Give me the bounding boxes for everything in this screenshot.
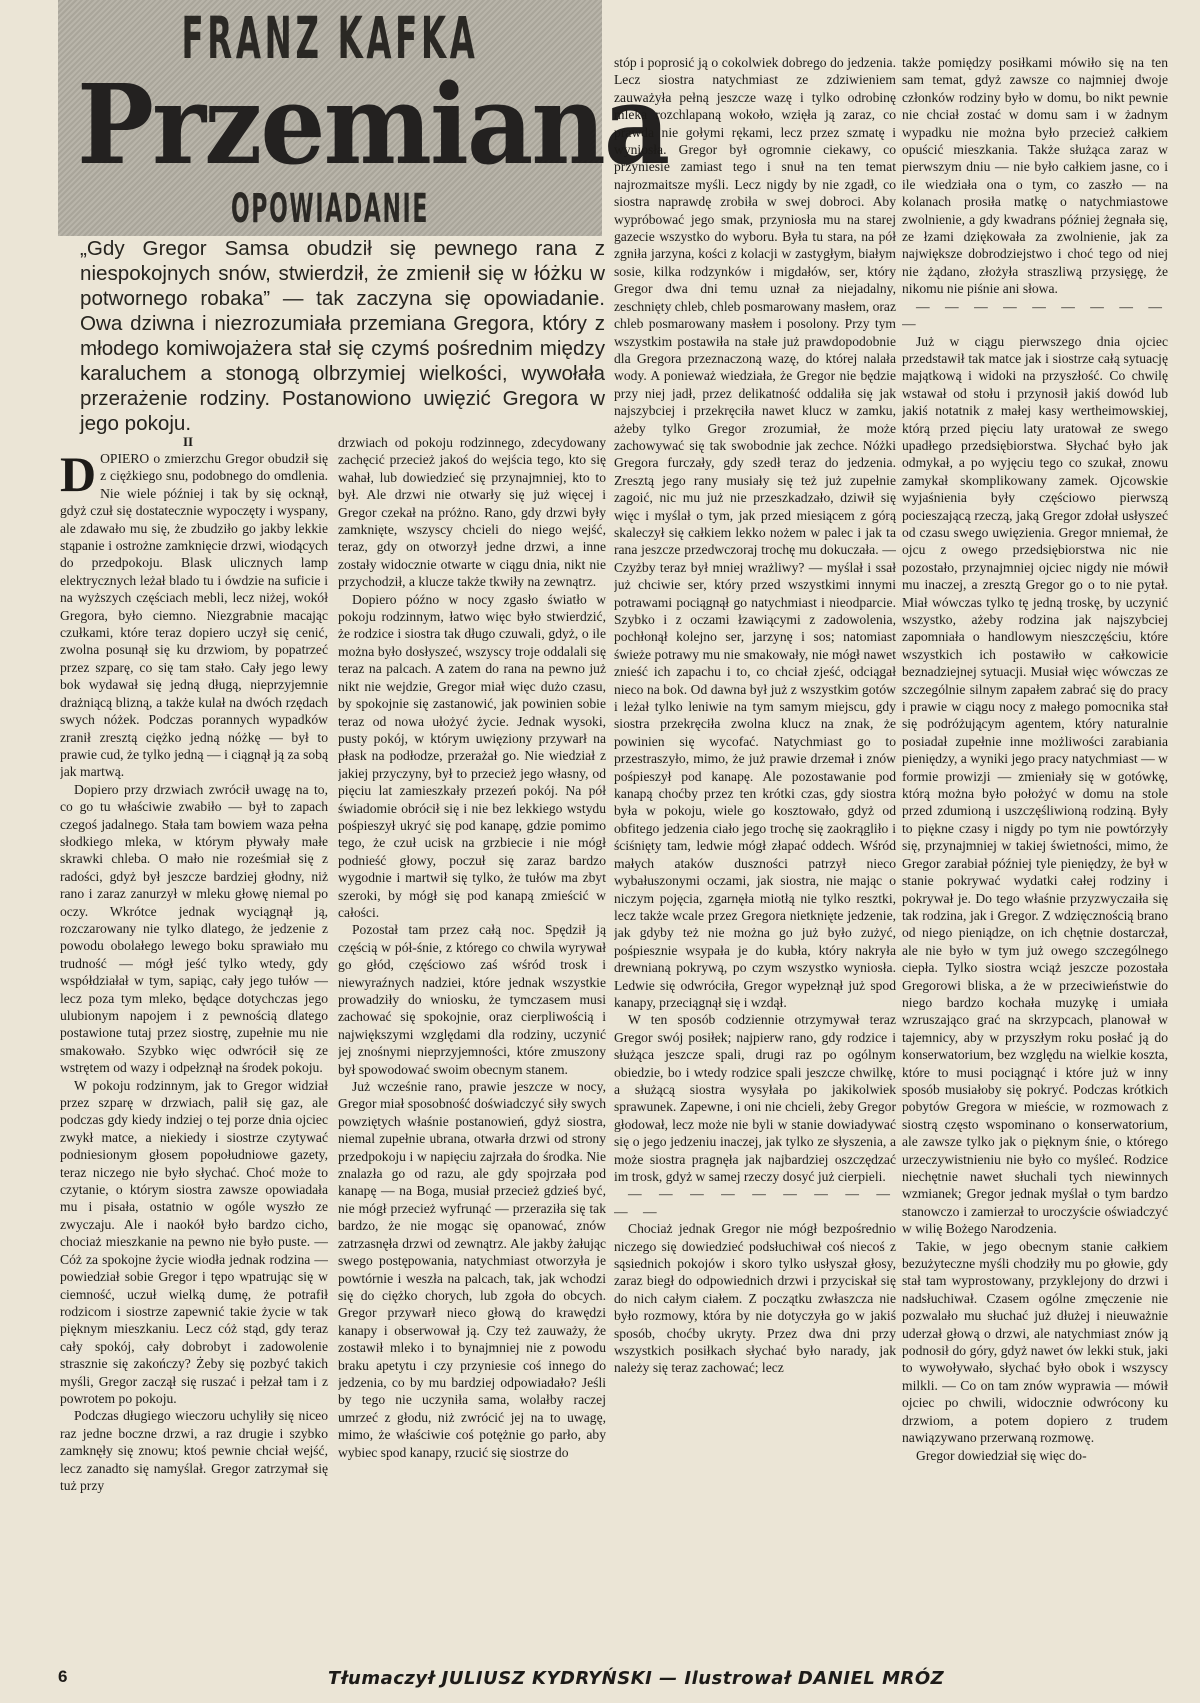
paragraph: także pomiędzy posiłkami mówiło się na ten sam temat, gdyż zawsze co najmniej dwoje członków rodziny było w domu, bo nikt pewnie nie chciał zostać w domu sam i w żadnym wypadku nie można było przecież całkiem opuścić mieszkania. Także służąca zaraz w pierwszym dniu — nie było całkiem jasne, co i ile wiedziała ona o tym, co zaszło — na kolanach prosiła matkę o natychmiastowe zwolnienie, a gdy kwadrans później żegnała się, ze łzami dziękowała za zwolnienie, jak za największe dobrodziejstwo i choć tego od niej nie żądano, złożyła straszliwą przysięgę, że nikomu nie piśnie ani słowa. [902,55,1168,297]
paragraph: Już w ciągu pierwszego dnia ojciec przedstawił tak matce jak i siostrze całą sytuację majątkową i widoki na przyszłość. Co chwilę wstawał od stołu i przynosił jakiś dowód lub jakiś notatnik z małej kasy wertheimowskiej, którą przed pięciu laty uratował ze swego upadłego przedsiębiorstwa. Słychać było jak odmykał, a po wyjęciu tego co szukał, znowu zamykał skomplikowany zamek. Ojcowskie wyjaśnienia były częściowo pierwszą pocieszającą rzeczą, jaką Gregor zdołał usłyszeć od czasu swego uwięzienia. Gregor mniemał, że ojcu z owego przedsiębiorstwa nic nie pozostało, przynajmniej ojciec nigdy nie mówił mu inaczej, a zresztą Gregor go o to nie pytał. Miał wówczas tylko tę jedną troskę, by uczynić wszystko, ażeby rodzina jak najszybciej zapomniała o handlowym nieszczęściu, które wszystkich ich postawiło w całkowicie beznadziejnej sytuacji. Musiał więc wówczas ze szczególnie silnym zapałem zabrać się do pracy i prawie w ciągu nocy z małego pomocnika stał się podróżującym agentem, który naturalnie posiadał zupełnie inne możliwości zarabiania pieniędzy, a wyniki jego pracy natychmiast — w formie prowizji — zmieniały się w gotówkę, którą można było położyć w domu na stole przed zdumioną i uszczęśliwioną rodziną. Były to piękne czasy i nigdy po tym nie powtórzyły się, przynajmniej w takiej świetności, mimo, że Gregor zarabiał później tyle pieniędzy, że był w stanie pokrywać wydatki całej rodziny i pokrywał je. Do tego właśnie przyzwyczaiła się tak rodzina, jak i Gregor. Z wdzięcznością brano od niego pieniądze, on ich chętnie dostarczał, ale nie było w tym już owego szczególnego ciepła. Tylko siostra wciąż jeszcze pozostała Gregorowi bliska, a że w przeciwieństwie do niego bardzo kochała muzykę i umiała wzruszająco grać na skrzypcach, planował w tajemnicy, aby w przyszłym roku posłać ją do konserwatorium, bez względu na wielkie koszta, które to musi pociągnąć i które już w inny sposób musiałoby się pokryć. Podczas krótkich pobytów Gregora w mieście, w rozmowach z siostrą często wspominano o konserwatorium, ale zawsze tylko jak o pięknym śnie, o którego urzeczywistnieniu nie było co myśleć. Rodzice niechętnie nawet słuchali tych niewinnych wzmianek; Gregor jednak myślał o tym bardzo stanowczo i zamierzał to uroczyście oświadczyć w wilię Bożego Narodzenia. [902,333,1168,1237]
paragraph: Już wcześnie rano, prawie jeszcze w nocy, Gregor miał sposobność doświadczyć siły swych powziętych właśnie postanowień, gdyż siostra, niemal zupełnie ubrana, otwarła drzwi od strony przedpokoju i w napięciu zajrzała do środka. Nie znalazła go od razu, ale gdy spojrzała pod kanapę — na Boga, musiał przecież gdzieś być, nie mógł przecież wyfrunąć — przeraziła się tak bardzo, że nie mogąc się opanować, znów zatrzasnęła drzwi od zewnątrz. Ale jakby żałując swego postępowania, natychmiast otworzyła je powtórnie i weszła na palcach, tak, jak wchodzi się do ciężko chorych, lub zgoła do obcych. Gregor przywarł nieco głową do krawędzi kanapy i obserwował ją. Czy też zauważy, że zostawił mleko i to bynajmniej nie z powodu braku apetytu i czy przyniesie coś innego do jedzenia, co by mu bardziej odpowiadało? Jeśli by tego nie uczyniła sama, wolałby raczej umrzeć z głodu, niż zwrócić jej na to uwagę, mimo, że właściwie coś potężnie go parło, aby wybiec spod kanapy, rzucić się siostrze do [338,1079,606,1460]
intro-paragraph: „Gdy Gregor Samsa obudził się pewnego rana z niespokojnych snów, stwierdził, że zmienił się w łóżku w potwornego robaka” — tak zaczyna się opowiadanie. Owa dziwna i niezrozumiała przemiana Gregora, który z młodego komiwojażera stał się czymś pośrednim między karaluchem a stonogą olbrzymiej wielkości, wywołała przerażenie rodziny. Postanowiono uwięzić Gregora w jego pokoju. [80,237,605,435]
text-column-4 [902,54,1168,1662]
paragraph: drzwiach od pokoju rodzinnego, zdecydowany zachęcić przecież jakoś do wejścia tego, kto się wahał, lub dowiedzieć się przynajmniej, kto to był. Ale drzwi nie otwarły się już więcej i Gregor czekał na próżno. Rano, gdy drzwi były zamknięte, wszyscy chcieli do niego wejść, teraz, gdy on otworzył jedne drzwi, a inne zostały widocznie otwarte w ciągu dnia, nikt nie przychodził, a klucze także tkwiły na zewnątrz. [338,435,606,590]
paragraph: Dopiero późno w nocy zgasło światło w pokoju rodzinnym, łatwo więc było stwierdzić, że rodzice i siostra tak długo czuwali, gdyż, o ile można było dosłyszeć, wszyscy troje oddalali się teraz na palcach. A zatem do rana na pewno już nikt nie wejdzie, Gregor miał więc dużo czasu, by spokojnie się zastanowić, jak powinien sobie teraz od nowa ułożyć życie. Jednak wysoki, pusty pokój, w którym uwięziony przywarł na płask na podłodze, przerażał go. Nie wiedział z jakiej przyczyny, był to przecież jego własny, od pięciu lat zamieszkały przezeń pokój. Na pół świadomie obrócił się i nie bez lekkiego wstydu pośpieszył ukryć się pod kanapę, gdzie pomimo tego, że czuł ucisk na grzbiecie i nie mógł podnieść głowy, poczuł się zaraz bardzo wygodnie i martwił się tylko, że tułów ma zbyt szeroki, by mógł się pod kanapą zmieścić w całości. [338,591,606,920]
paragraph: stóp i poprosić ją o cokolwiek dobrego do jedzenia. Lecz siostra natychmiast ze zdziwieniem zauważyła pełną jeszcze wazę i tylko odrobinę mleka rozchlapaną wokoło, wzięła ją zaraz, co prawda nie gołymi rękami, lecz przez szmatę i wyniosła. Gregor był ogromnie ciekawy, co przyniesie zamiast tego i snuł na ten temat najrozmaitsze myśli. Lecz nigdy by nie zgadł, co siostra naprawdę zrobiła w swej dobroci. Aby wypróbować jego smak, przyniosła mu na starej gazecie wszystko do wyboru. Była tu stara, na pół zgniła jarzyna, kości z kolacji w zastygłym, białym sosie, kilka rodzynków i migdałów, ser, który Gregor dwa dni temu uznał za niejadalny, zeschnięty chleb, chleb posmarowany masłem, oraz chleb posmarowany masłem i posolony. Przy tym wszystkim postawiła na stałe już prawdopodobnie dla Gregora przeznaczoną wazę, do której nalała wody. A ponieważ wiedziała, że Gregor nie będzie przy niej jadł, przez delikatność oddaliła się jak najszybciej i przekręciła nawet klucz w zamku, ażeby tylko Gregor zrozumiał, że może zachowywać się tak swobodnie jak zechce. Nóżki Gregora furczały, gdy szedł teraz do jedzenia. Zresztą jego rany musiały się też już zupełnie zagoić, nic mu już nie przeszkadzało, dziwił się więc i myślał o tym, jak przed miesiącem z górą skaleczył się całkiem lekko nożem w palec i jak ta rana jeszcze przedwczoraj trochę mu dokuczała. — Czyżby teraz był mniej wrażliwy? — myślał i ssał już chciwie ser, który przed wszystkimi innymi potrawami pociągnął go natychmiast i nieodparcie. Szybko i z oczami łzawiącymi z zadowolenia, pochłonął kolejno ser, jarzynę i sos; natomiast świeże potrawy mu nie smakowały, nie mógł nawet znieść ich zapachu i to, co chciał zjeść, odciągał nieco na bok. Od dawna był już z wszystkim gotów i leżał tylko leniwie na tym samym miejscu, gdy siostra przekręciła zwolna klucz na znak, że powinien się wycofać. Natychmiast go to przestraszyło, mimo, że już prawie drzemał i znów pośpieszył pod kanapę. Ale pozostawanie pod kanapą choćby przez ten krótki czas, gdy siostra była w pokoju, wiele go kosztowało, gdyż od obfitego jedzenia ciało jego trochę się zaokrągliło i ściśnięty tam, ledwie mógł złapać oddech. Wśród małych ataków duszności patrzył nieco wybałuszonymi oczami, jak siostra, nie mając o niczym pojęcia, zgarnęła miotłą nie tylko resztki, lecz także wcale przez Gregora nietknięte jedzenie, jak gdyby też nie można go już było zużyć, pośpiesznie wsypała je do kubła, który nakryła drewnianą pokrywą, po czym wszystko wyniosła. Ledwie się odwróciła, Gregor wypełznął już spod kanapy, przeciągnął się i wzdął. [614,55,896,1010]
title-block [58,0,669,236]
paragraph-text: OPIERO o zmierzchu Gregor obudził się z ciężkiego snu, podobnego do omdlenia. Nie wiele później i tak by się ocknął, gdyż czuł się dostatecznie wypoczęty i wyspany, ale zdawało mu się, że zbudziło go jakby lekkie stąpanie i ostrożne zamknięcie drzwi, wiodących do przedpokoju. Blask ulicznych lamp elektrycznych leżał blado tu i ówdzie na suficie i na wyższych częściach mebli, lecz niżej, wokół Gregora, było ciemno. Niezgrabnie macając czułkami, które teraz dopiero uczył się cenić, zwolna posunął się ku drzwiom, by popatrzeć przez szparę, co się tam stało. Cały jego lewy bok wydawał się jedną długą, nieprzyjemnie drażniącą blizną, a także kulał na dwóch rzędach swych nóżek. Podczas porannych wypadków zranił zresztą ciężko jedną nóżkę — był to prawie cud, że tylko jedną — i ciągnął ją za sobą jak martwą. [60,451,328,780]
paragraph: Chociaż jednak Gregor nie mógł bezpośrednio niczego się dowiedzieć podsłuchiwał coś niecoś z sąsiednich pokojów i skoro tylko usłyszał głosy, zaraz biegł do odpowiednich drzwi i przyciskał się do nich całym ciałem. Z początku zwłaszcza nie było rozmowy, która by nie dotyczyła go w jakiś sposób, choćby ukryty. Przez dwa dni przy wszystkich posiłkach słychać było narady, jak należy się teraz zachować; lecz [614,1221,896,1376]
section-divider: — — — — — — — — — — — [614,1186,896,1219]
paragraph: W pokoju rodzinnym, jak to Gregor widział przez szparę w drzwiach, palił się gaz, ale podczas gdy kiedy indziej o tej porze dnia ojciec zwykł matce, a niekiedy i siostrze czytywać podniesionym głosem popołudniowe gazety, teraz niczego nie było słychać. Choć może to czytanie, o którym siostra zawsze opowiadała mu i pisała, ostatnio w ogóle wyszło ze zwyczaju. Ale i naokół było bardzo cicho, chociaż mieszkanie na pewno nie było puste. — Cóż za spokojne życie wiodła jednak rodzina — powiedział sobie Gregor i tępo wpatrując się w ciemność, uczuł wielką dumę, że potrafił rodzicom i siostrze zapewnić takie życie w tak pięknym mieszkaniu. Lecz cóż stąd, gdy teraz cały spokój, cały dobrobyt i zadowolenie strasznie się zakończy? Żeby się pozbyć takich myśli, Gregor zaczął się ruszać i pełzał tam i z powrotem po pokoju. [60,1077,328,1406]
translator-illustrator-credits: Tłumaczył JULIUSZ KYDRYŃSKI — Ilustrował DANIEL MRÓZ [328,1668,945,1689]
paragraph: Dopiero przy drzwiach zwrócił uwagę na to, co go tu właściwie zwabiło — był to zapach czegoś jadalnego. Stała tam bowiem waza pełna słodkiego mleka, w którym pływały małe skrawki chleba. O mało nie roześmiał się z radości, gdyż był jeszcze bardziej głodny, niż rano i zaraz zanurzył w mleku głowę niemal po oczy. Wkrótce jednak wyciągnął ją, rozczarowany nie tylko dlatego, że jedzenie z powodu obolałego lewego boku sprawiało mu trudność — mógł jeść tylko wtedy, gdy współdziałał w tym, sapiąc, cały jego tułów — lecz poza tym mleko, będące dotychczas jego ulubionym napojem i z pewnością dlatego postawione tutaj przez siostrę, zupełnie mu nie smakowało. Szybko więc odwrócił się ze wstrętem od wazy i odpełznął na środek pokoju. [60,781,328,1076]
author-name: FRANZ KAFKA [181,4,479,72]
genre-label: OPOWIADANIE [230,186,430,232]
paragraph: Takie, w jego obecnym stanie całkiem bezużyteczne myśli chodziły mu po głowie, gdy stał tam wyprostowany, przyklejony do drzwi i nadsłuchiwał. Czasem ogólne zmęczenie nie pozwalało mu słuchać już dłużej i nieuważnie uderzał głową o drzwi, ale natychmiast znów ją podnosił do góry, gdyż nawet ów lekki stuk, jaki to wywoływało, słychać było obok i wszyscy milkli. — Co on tam znów wyprawia — mówił ojciec po chwili, widocznie odwrócony ku drzwiom, a potem dopiero z trudem nawiązywano przerwaną rozmowę. [902,1238,1168,1446]
paragraph: Gregor dowiedział się więc do- [916,1447,1087,1463]
section-marker: II [182,434,194,449]
drop-cap: D [60,450,97,502]
text-column-3 [614,54,896,1662]
text-column-2 [338,434,606,1662]
story-title: Przemiana [77,60,669,189]
page-number: 6 [58,1667,68,1686]
text-column-1 [60,450,328,1662]
paragraph [60,450,328,781]
section-divider: — — — — — — — — — — [902,298,1168,332]
paragraph: W ten sposób codziennie otrzymywał teraz Gregor swój posiłek; najpierw rano, gdy rodzice i służąca jeszcze spali, drugi raz po ogólnym obiedzie, bo i wtedy rodzice spali jeszcze chwilkę, a służącą siostra wysyłała po jakikolwiek sprawunek. Zapewne, i oni nie chcieli, żeby Gregor głodował, lecz może nie byli w stanie dowiadywać się o jego jedzeniu inaczej, jak tylko ze słyszenia, a może siostra pragnęła jak najbardziej oszczędzać im trosk, gdyż w samej rzeczy dosyć już cierpieli. [614,1012,896,1184]
paragraph: Pozostał tam przez całą noc. Spędził ją częścią w pół-śnie, z którego co chwila wyrywał go głód, częściowo zaś wśród trosk i niewyraźnych nadziei, które jednak wszystkie prowadziły do wniosku, że tymczasem musi zachować się spokojnie, oraz cierpliwością i największymi względami dla rodziny, uczynić jej znośnymi nieprzyjemności, które zmuszony był spowodować swoim obecnym stanem. [338,922,606,1077]
paragraph: Podczas długiego wieczoru uchyliły się niceo raz jedne boczne drzwi, a raz drugie i szybko zamknęły się znowu; ktoś pewnie chciał wejść, lecz zanadto się namyślał. Gregor zatrzymał się tuż przy [60,1408,328,1493]
